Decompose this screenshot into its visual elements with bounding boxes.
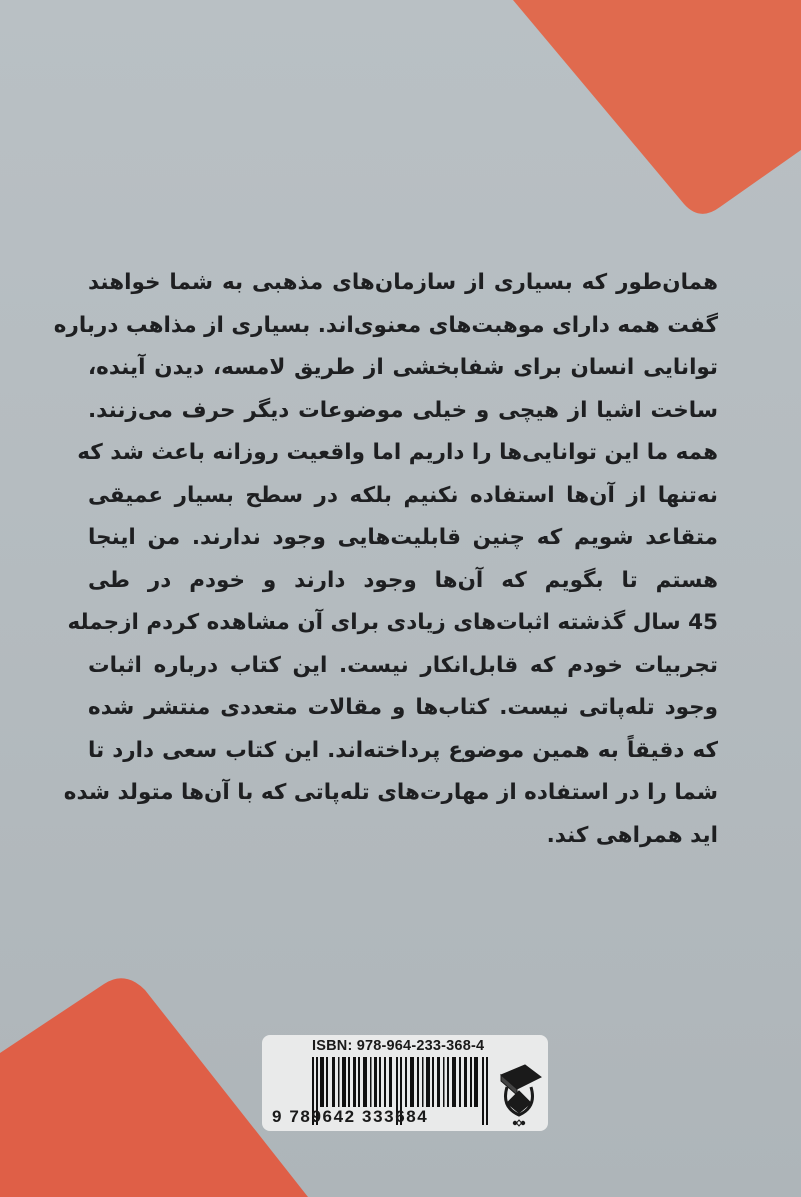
back-cover-blurb [53, 262, 718, 857]
blurb-line: هستم تا بگویم که آن‌ها وجود دارند و خودم در طی [88, 567, 718, 593]
blurb-line: همان‌طور که بسیاری از سازمان‌های مذهبی به شما خواهند [88, 270, 718, 295]
blurb-line: توانایی انسان برای شفابخشی از طریق لامسه، دیدن آینده، [88, 355, 718, 380]
blurb-line: ساخت اشیا از هیچی و خیلی موضوعات دیگر حرف می‌زنند. [88, 397, 718, 423]
blurb-line: وجود تله‌پاتی نیست. کتاب‌ها و مقالات متعددی منتشر شده [88, 695, 718, 720]
isbn-number: ISBN: 978-964-233-368-4 [312, 1038, 485, 1054]
blurb-line: 45 سال گذشته اثبات‌های زیادی برای آن مشاهده کردم ازجمله [67, 610, 718, 635]
blurb-line: نه‌تنها از آن‌ها استفاده نکنیم بلکه در سطح بسیار عمیقی [88, 482, 718, 508]
blurb-line: تجربیات خودم که قابل‌انکار نیست. این کتاب درباره اثبات [88, 652, 718, 678]
blurb-line: اید همراهی کند. [546, 822, 718, 848]
blurb-line: همه ما این توانایی‌ها را داریم اما واقعیت روزانه باعث شد که [77, 440, 718, 465]
publisher-logo-icon [495, 1063, 543, 1129]
blurb-line: متقاعد شویم که چنین قابلیت‌هایی وجود ندارند. من اینجا [88, 525, 718, 550]
blurb-line: که دقیقاً به همین موضوع پرداخته‌اند. این کتاب سعی دارد تا [88, 737, 718, 763]
isbn-barcode-label [262, 1035, 548, 1131]
blurb-line: شما را در استفاده از مهارت‌های تله‌پاتی که با آن‌ها متولد شده [63, 780, 718, 805]
blurb-line: گفت همه دارای موهبت‌های معنوی‌اند. بسیاری از مذاهب درباره [53, 312, 718, 338]
barcode-digits: 9 789642 333684 [272, 1107, 429, 1126]
